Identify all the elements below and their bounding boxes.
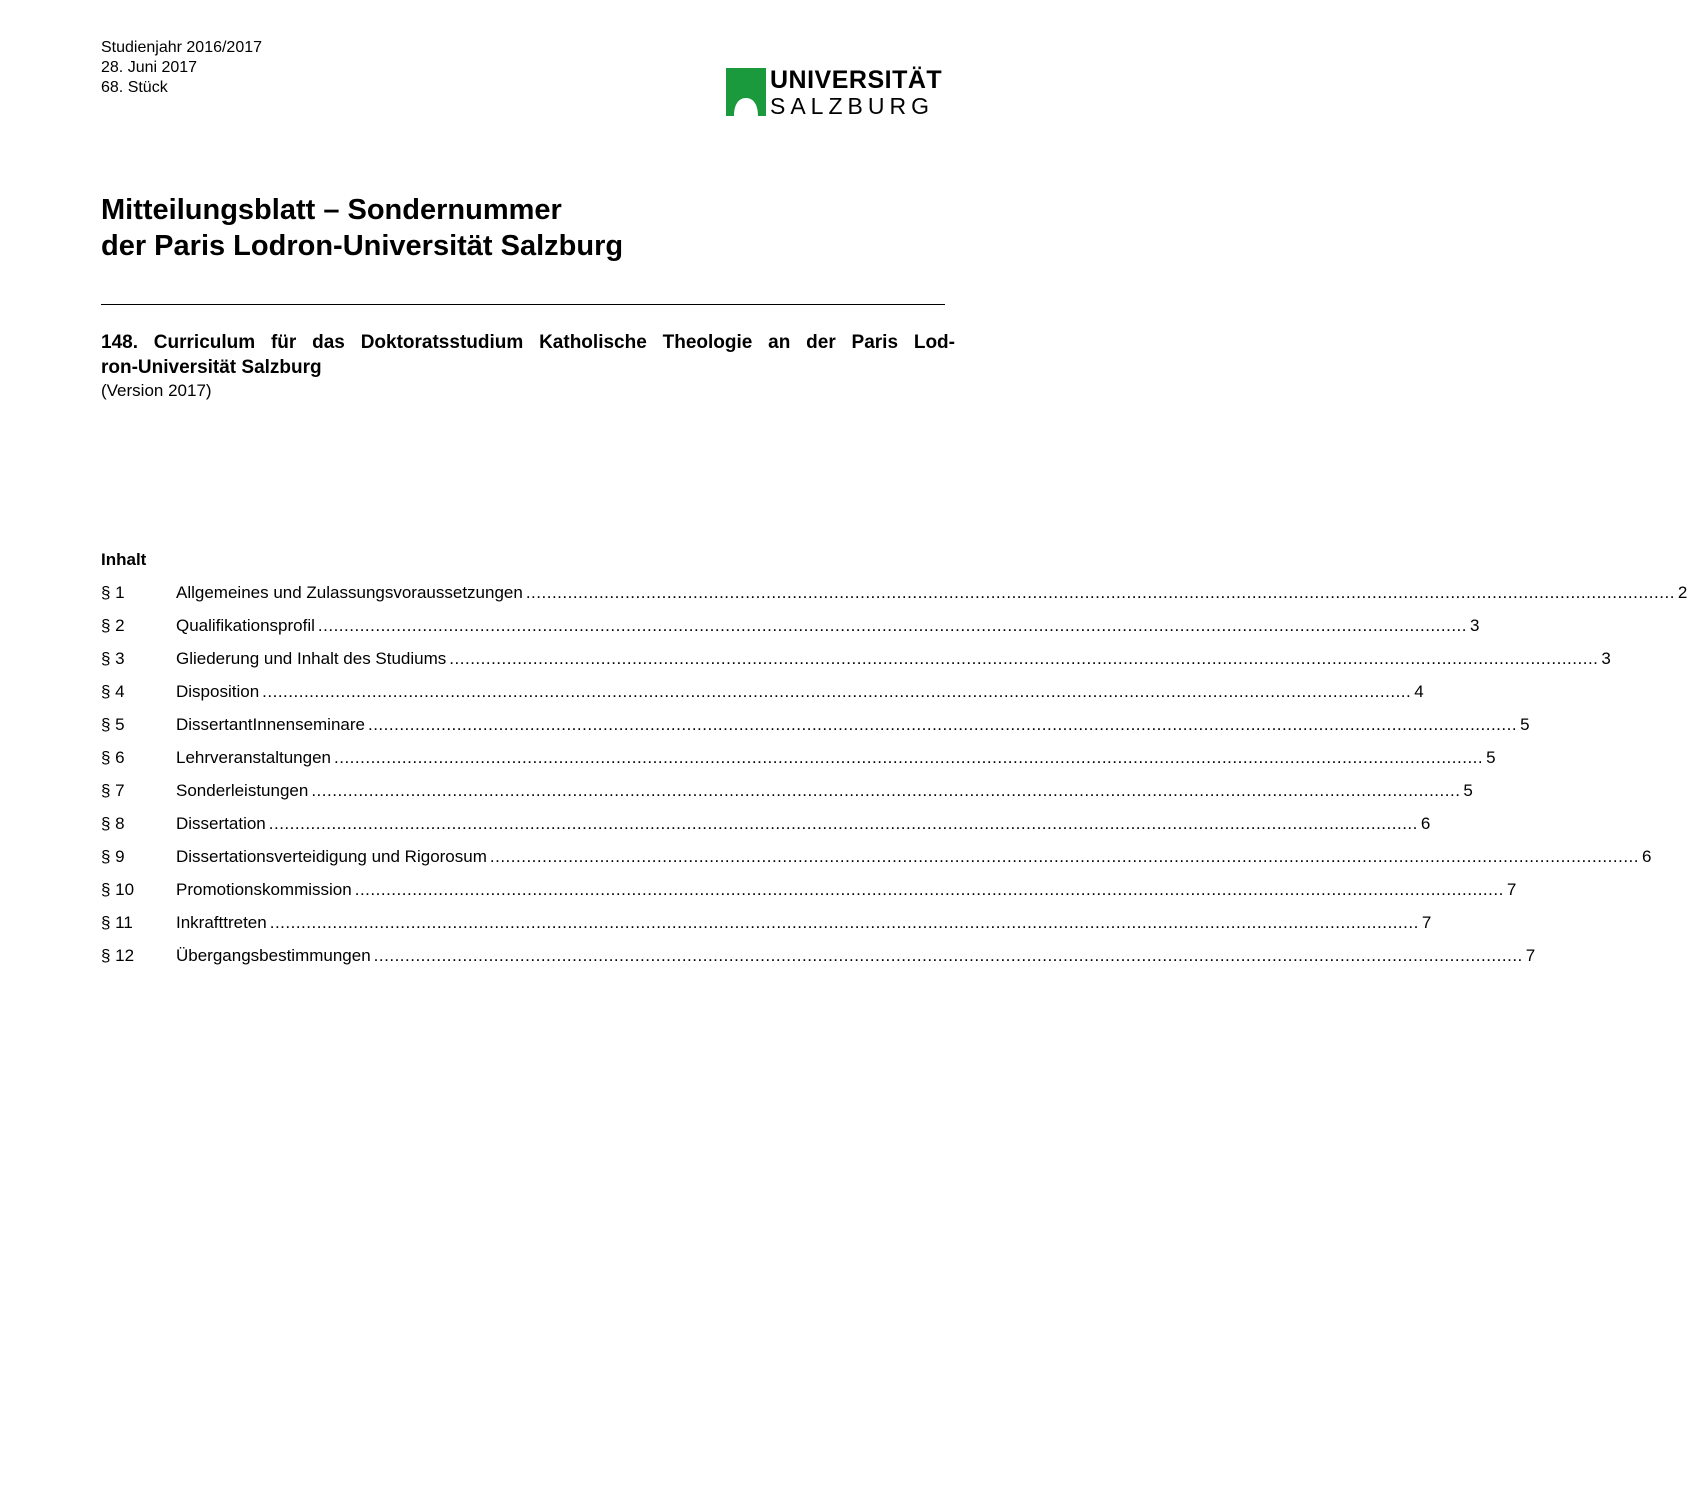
title-line-1: Mitteilungsblatt – Sondernummer bbox=[101, 194, 562, 226]
document-meta bbox=[101, 38, 262, 98]
heading-line-2: ron-Universität Salzburg bbox=[101, 357, 322, 378]
toc-entry[interactable] bbox=[101, 679, 1424, 712]
toc-dot-leader: ............................................................................................................................................................................................................................ bbox=[525, 583, 1675, 602]
toc-dot-leader: ............................................................................................................................................................................................................................ bbox=[354, 880, 1504, 899]
toc-entry-page: 6 bbox=[1420, 814, 1431, 833]
toc-dot-leader: ............................................................................................................................................................................................................................ bbox=[367, 715, 1518, 734]
toc-entry-page: 6 bbox=[1641, 847, 1652, 866]
logo-text-salzburg: SALZBURG bbox=[770, 93, 934, 119]
toc-entry[interactable] bbox=[101, 646, 1611, 679]
toc-title: Inhalt bbox=[101, 550, 147, 569]
toc-entry-page: 3 bbox=[1601, 649, 1611, 668]
toc-entry-label: Dissertationsverteidigung und Rigorosum bbox=[176, 847, 487, 866]
toc-entry-page: 7 bbox=[1525, 946, 1536, 965]
toc-dot-leader: ............................................................................................................................................................................................................................ bbox=[268, 814, 1418, 833]
toc-entry[interactable] bbox=[101, 580, 1687, 613]
toc-entry[interactable] bbox=[101, 712, 1530, 745]
toc-entry-label: Promotionskommission bbox=[176, 880, 352, 899]
toc-dot-leader: ............................................................................................................................................................................................................................ bbox=[317, 616, 1467, 635]
toc-entry-number: § 9 bbox=[101, 847, 125, 866]
heading-version: (Version 2017) bbox=[101, 381, 212, 400]
toc-entry-label: Qualifikationsprofil bbox=[176, 616, 315, 635]
toc-dot-leader: ............................................................................................................................................................................................................................ bbox=[334, 748, 1484, 767]
toc-entry-label: Gliederung und Inhalt des Studiums bbox=[176, 649, 447, 668]
toc-entry-label: Allgemeines und Zulassungsvoraussetzungen bbox=[176, 583, 523, 602]
toc-entry[interactable] bbox=[101, 943, 1536, 976]
logo-text-universitaet: UNIVERSITÄT bbox=[770, 66, 943, 94]
toc-entry-page: 4 bbox=[1414, 682, 1424, 701]
heading-line-1: 148. Curriculum für das Doktoratsstudium Katholische Theologie an der Paris Lod- bbox=[101, 332, 955, 353]
issue-date: 28. Juni 2017 bbox=[101, 59, 198, 76]
toc-entry-number: § 1 bbox=[101, 583, 125, 602]
toc-entry-label: Disposition bbox=[176, 682, 260, 701]
toc-entry-number: § 10 bbox=[101, 880, 135, 899]
table-of-contents bbox=[101, 580, 1687, 976]
toc-dot-leader: ............................................................................................................................................................................................................................ bbox=[311, 781, 1461, 800]
toc-entry[interactable] bbox=[101, 910, 1432, 943]
toc-entry-page: 3 bbox=[1470, 616, 1480, 635]
toc-entry-number: § 11 bbox=[101, 913, 133, 932]
toc-entry-page: 2 bbox=[1677, 583, 1687, 602]
toc-dot-leader: ............................................................................................................................................................................................................................ bbox=[262, 682, 1412, 701]
toc-entry-label: Dissertation bbox=[176, 814, 266, 833]
toc-entry-page: 5 bbox=[1486, 748, 1496, 767]
toc-entry-number: § 5 bbox=[101, 715, 125, 734]
toc-entry-label: Lehrveranstaltungen bbox=[176, 748, 332, 767]
toc-entry-number: § 2 bbox=[101, 616, 125, 635]
logo-arch-icon bbox=[726, 68, 766, 116]
toc-entry[interactable] bbox=[101, 613, 1480, 646]
toc-entry-number: § 4 bbox=[101, 682, 125, 701]
toc-entry-number: § 8 bbox=[101, 814, 125, 833]
toc-entry-number: § 7 bbox=[101, 781, 125, 800]
toc-dot-leader: ............................................................................................................................................................................................................................ bbox=[269, 913, 1419, 932]
toc-entry-page: 7 bbox=[1421, 913, 1432, 932]
title-line-2: der Paris Lodron-Universität Salzburg bbox=[101, 230, 624, 262]
toc-entry-number: § 3 bbox=[101, 649, 125, 668]
toc-dot-leader: ............................................................................................................................................................................................................................ bbox=[489, 847, 1639, 866]
document-title bbox=[101, 192, 623, 264]
toc-entry[interactable] bbox=[101, 844, 1652, 877]
toc-entry-number: § 6 bbox=[101, 748, 125, 767]
logo-arch-shape bbox=[726, 68, 766, 116]
toc-entry-label: Übergangsbestimmungen bbox=[176, 946, 371, 965]
toc-dot-leader: ............................................................................................................................................................................................................................ bbox=[449, 649, 1599, 668]
toc-entry-label: Sonderleistungen bbox=[176, 781, 309, 800]
toc-entry-page: 5 bbox=[1463, 781, 1473, 800]
toc-dot-leader: ............................................................................................................................................................................................................................ bbox=[373, 946, 1523, 965]
toc-entry[interactable] bbox=[101, 811, 1431, 844]
toc-entry[interactable] bbox=[101, 745, 1496, 778]
academic-year: Studienjahr 2016/2017 bbox=[101, 39, 263, 56]
toc-entry-label: Inkrafttreten bbox=[176, 913, 267, 932]
toc-entry[interactable] bbox=[101, 778, 1473, 811]
university-logo bbox=[726, 66, 943, 120]
toc-entry-number: § 12 bbox=[101, 946, 135, 965]
issue-number: 68. Stück bbox=[101, 79, 168, 96]
toc-entry-page: 7 bbox=[1506, 880, 1517, 899]
toc-entry[interactable] bbox=[101, 877, 1517, 910]
toc-entry-page: 5 bbox=[1520, 715, 1530, 734]
toc-entry-label: DissertantInnenseminare bbox=[176, 715, 365, 734]
horizontal-divider bbox=[101, 304, 945, 305]
curriculum-heading bbox=[101, 330, 955, 402]
